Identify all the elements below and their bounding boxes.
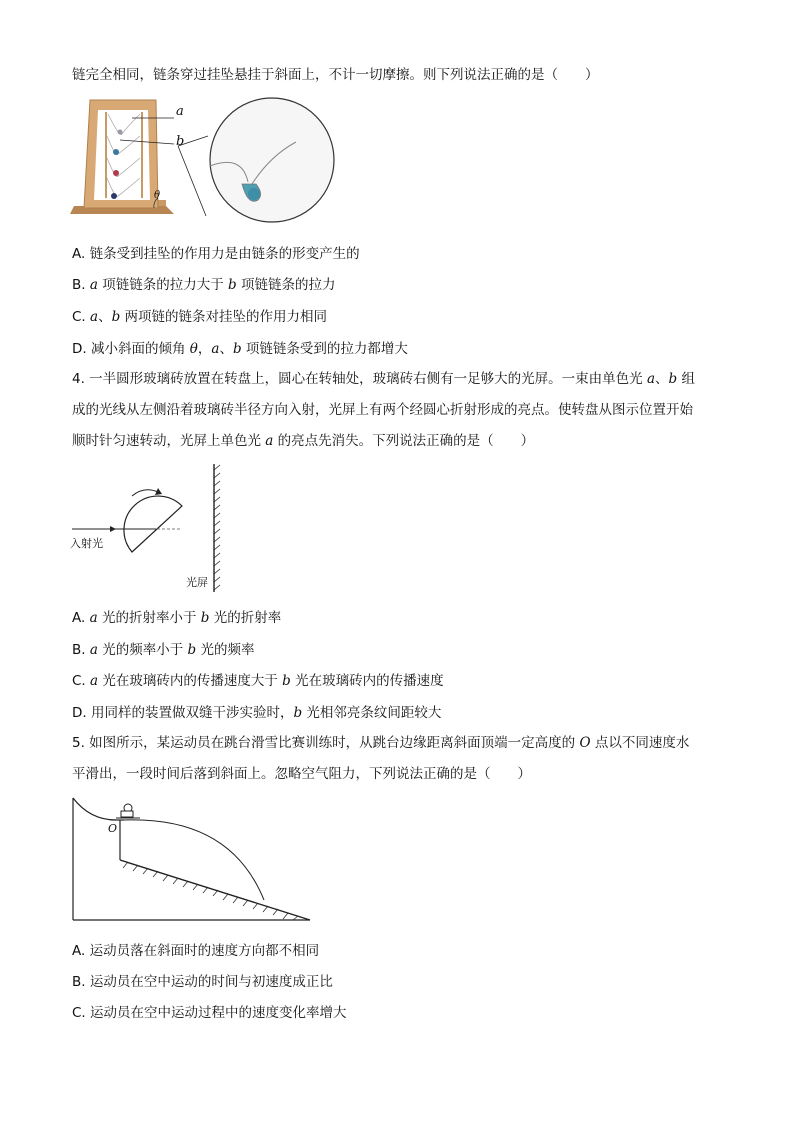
q5-stem-line2 — [72, 765, 531, 783]
option-letter: C. — [72, 1005, 86, 1021]
q5-option-a — [72, 942, 319, 960]
label-incident-light: 入射光 — [70, 537, 103, 550]
label-a: a — [176, 104, 184, 119]
text-run: 光相邻亮条纹间距较大 — [302, 705, 442, 721]
q3-option-c — [72, 308, 327, 326]
option-letter: A. — [72, 943, 86, 959]
q4-stem-line3 — [72, 432, 534, 450]
text-run: 5. 如图所示，某运动员在跳台滑雪比赛训练时，从跳台边缘距离斜面顶端一定高度的 — [72, 735, 580, 751]
q4-option-d — [72, 704, 441, 722]
q4-stem-line2 — [72, 401, 693, 419]
text-run: 项链链条受到的拉力都增大 — [241, 341, 408, 357]
math-symbol: b — [200, 610, 210, 626]
text-run: 的亮点先消失。下列说法正确的是（ ） — [273, 433, 535, 449]
text-run: 、 — [219, 341, 233, 357]
text-run: 光的折射率 — [209, 610, 282, 626]
option-letter: D. — [72, 705, 87, 721]
q3-option-b — [72, 276, 335, 294]
q3-option-a — [72, 245, 360, 263]
math-symbol: θ — [189, 341, 198, 357]
text-run: 点以不同速度水 — [590, 735, 690, 751]
math-symbol: b — [293, 705, 303, 721]
math-symbol: b — [187, 642, 197, 658]
math-symbol: a — [89, 642, 98, 658]
text-run: 项链链条的拉力 — [236, 277, 336, 293]
math-symbol: b — [668, 371, 678, 387]
option-letter: B. — [72, 642, 86, 658]
option-letter: A. — [72, 246, 86, 262]
text-run: 减小斜面的倾角 — [86, 341, 190, 357]
q3-stem-tail: 链完全相同，链条穿过挂坠悬挂于斜面上，不计一切摩擦。则下列说法正确的是（ ） — [72, 67, 599, 83]
text-run: 、 — [655, 371, 669, 387]
text-run: 运动员在空中运动的时间与初速度成正比 — [85, 974, 333, 990]
math-symbol: b — [228, 277, 237, 293]
text-run: ， — [197, 341, 212, 357]
label-screen: 光屏 — [186, 576, 208, 589]
label-b: b — [176, 134, 185, 149]
text-run: 、 — [98, 309, 112, 325]
q4-stem-line1 — [72, 370, 695, 388]
text-run: 平滑出，一段时间后落到斜面上。忽略空气阻力，下列说法正确的是（ ） — [72, 766, 531, 782]
text-run: 4. 一半圆形玻璃砖放置在转盘上，圆心在转轴处，玻璃砖右侧有一足够大的光屏。一束由单色光 — [72, 371, 647, 387]
text-run: 光在玻璃砖内的传播速度 — [290, 673, 444, 689]
q4-option-c — [72, 672, 444, 690]
option-letter: B. — [72, 974, 86, 990]
text-run: 用同样的装置做双缝干涉实验时， — [86, 705, 294, 721]
q4-figure-glass-brick — [70, 462, 230, 598]
q4-option-a — [72, 609, 281, 627]
math-symbol: a — [89, 277, 98, 293]
text-run: 链条受到挂坠的作用力是由链条的形变产生的 — [85, 246, 360, 262]
option-letter: A. — [72, 610, 86, 626]
text-run: 光的频率 — [196, 642, 255, 658]
q3-figure-necklace-stand — [70, 96, 400, 226]
math-symbol: a — [211, 341, 220, 357]
q4-option-b — [72, 641, 254, 659]
text-run: 光的折射率小于 — [97, 610, 201, 626]
math-symbol: a — [265, 433, 274, 449]
text-run: 组 — [677, 371, 695, 387]
math-symbol: a — [646, 371, 656, 387]
q5-option-b — [72, 973, 333, 991]
label-point-o: O — [108, 822, 118, 835]
option-letter: B. — [72, 277, 86, 293]
text-run: 运动员在空中运动过程中的速度变化率增大 — [85, 1005, 347, 1021]
option-letter: C. — [72, 309, 86, 325]
math-symbol: b — [232, 341, 242, 357]
math-symbol: a — [89, 610, 98, 626]
q5-figure-ski-jump — [70, 796, 315, 924]
text-run: 项链链条的拉力大于 — [97, 277, 229, 293]
text-run: 成的光线从左侧沿着玻璃砖半径方向入射，光屏上有两个经圆心折射形成的亮点。使转盘从图示位置开始 — [72, 402, 693, 418]
text-run: 运动员落在斜面时的速度方向都不相同 — [85, 943, 320, 959]
text-run: 顺时针匀速转动，光屏上单色光 — [72, 433, 266, 449]
math-symbol: O — [579, 735, 591, 751]
math-symbol: b — [282, 673, 291, 689]
label-theta: θ — [154, 190, 161, 201]
option-letter: C. — [72, 673, 86, 689]
math-symbol: a — [90, 673, 99, 689]
q5-stem-line1 — [72, 734, 689, 752]
text-run: 两项链的链条对挂坠的作用力相同 — [120, 309, 328, 325]
math-symbol: a — [90, 309, 99, 325]
q3-option-d — [72, 340, 408, 358]
option-letter: D. — [72, 341, 87, 357]
text-run: 光在玻璃砖内的传播速度大于 — [98, 673, 283, 689]
text-run: 光的频率小于 — [97, 642, 188, 658]
q5-option-c — [72, 1004, 347, 1022]
math-symbol: b — [111, 309, 121, 325]
